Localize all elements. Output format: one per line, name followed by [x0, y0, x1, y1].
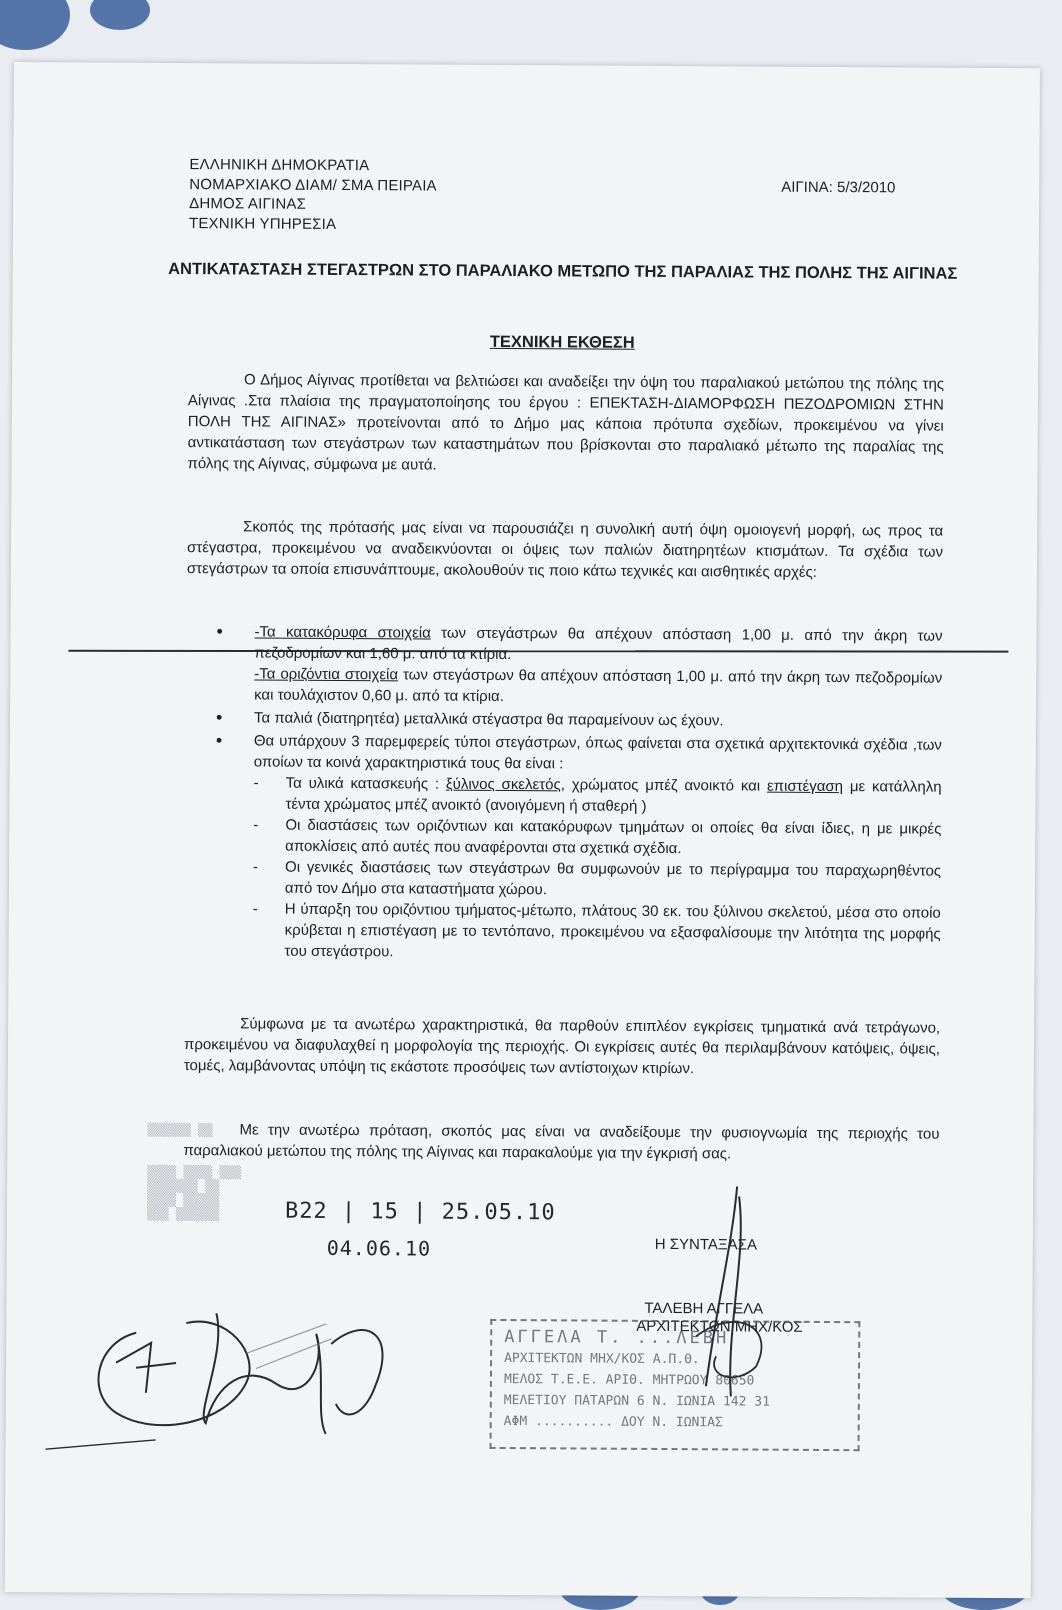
- scribble-line: [45, 1434, 165, 1455]
- list-item: [253, 772, 941, 818]
- stamp-line: ΜΕΛΟΣ Τ.Ε.Ε. ΑΡΙΘ. ΜΗΤΡΩΟΥ 80650: [503, 1372, 755, 1389]
- paragraph-intro: Ο Δήμος Αίγινας προτίθεται να βελτιώσει και αναδείξει την όψη του παραλιακού μετώπου της πόλης της Αίγινας .Στα πλαίσια της πραγματοποίησης του έργου : ΕΠΕΚΤΑΣΗ-ΔΙΑΜΟΡΦΩΣΗ ΠΕΖΟΔΡΟΜΙΩΝ ΣΤΗΝ ΠΟΛΗ ΤΗΣ ΑΙΓΙΝΑΣ» προτείνονται από το Δήμο μας κάποια πρότυπα σχεδίων, προκειμένου να γίνει αντικατάσταση των στεγάστρων των καταστημάτων που βρίσκονται στο παραλιακό μέτωπο της παραλίας της πόλης της Αίγινας, σύμφωνα με αυτά.: [187, 371, 945, 474]
- item-text: Οι γενικές διαστάσεις των στεγάστρων θα συμφωνούν με το περίγραμμα του παραχωρηθέντος από τον Δήμο στα καταστήματα χώρου.: [284, 858, 942, 899]
- signature-left: [76, 1272, 437, 1444]
- header-line: ΕΛΛΗΝΙΚΗ ΔΗΜΟΚΡΑΤΙΑ: [189, 156, 370, 175]
- list-item: [253, 898, 941, 965]
- paragraph-purpose: Σκοπός της πρότασής μας είναι να παρουσιάζει η συνολική αυτή όψη ομοιογενή μορφή, ως προς τα στέγαστρα, προκειμένου να αναδεικνύονται οι όψεις των παλιών διατηρητέων κτισμάτων. Τα σχέδια των στεγάστρων τα οποία επισυνάπτουμε, ακολουθούν τις ποιο κάτω τεχνικές και αισθητικές αρχές:: [186, 518, 944, 581]
- composed-by-label: Η ΣΥΝΤΑΞΑΣΑ: [654, 1235, 758, 1254]
- paragraph-closing: Με την ανωτέρω πρόταση, σκοπός μας είναι να αναδείξουμε την φυσιογνωμία της περιοχής του παραλιακού μετώπου της πόλης της Αίγινας και παρακαλούμε για την έγκρισή σας.: [183, 1121, 940, 1163]
- item-text: Θα υπάρχουν 3 παρεμφερείς τύποι στεγάστρων, όπως φαίνεται στα σχετικά αρχιτεκτονικά σχέδια ,των οποίων τα κοινά χαρακτηριστικά τους θα είναι :: [253, 732, 942, 773]
- item-text: Τα παλιά (διατηρητέα) μεταλλικά στέγαστρα θα παραμείνουν ως έχουν.: [253, 709, 724, 730]
- item-text: Η ύπαρξη του οριζόντιου τμήματος-μέτωπο, πλάτους 30 εκ. του ξύλινου σκελετού, μέσα στο οποίο κρύβεται η επιστέγαση με το τεντόπανο, προκειμένου να εξασφαλίσουμε την λιτότητα της μορφής του στεγάστρου.: [284, 900, 941, 961]
- document-subtitle: ΤΕΧΝΙΚΗ ΕΚΘΕΣΗ: [489, 332, 635, 352]
- signer-name: ΤΑΛΕΒΗ ΑΓΓΕΛΑ: [644, 1299, 764, 1318]
- underlined-term: -Τα οριζόντια στοιχεία: [254, 665, 399, 684]
- document-title: ΑΝΤΙΚΑΤΑΣΤΑΣΗ ΣΤΕΓΑΣΤΡΩΝ ΣΤΟ ΠΑΡΑΛΙΑΚΟ ΜΕΤΩΠΟ ΤΗΣ ΠΑΡΑΛΙΑΣ ΤΗΣ ΠΟΛΗΣ ΤΗΣ ΑΙΓΙΝΑΣ: [168, 259, 958, 283]
- faded-stamp-impression: ▒▒▒▒▒▒ ▒▒ ▒▒▒▒ ▒▒▒▒ ▒▒▒ ▒▒▒▒▒▒▒ ▒▒ ▒▒▒▒ ▒▒▒▒▒ ▒▒▒ ▒▒▒▒▒▒: [146, 1122, 242, 1222]
- underlined-term: επιστέγαση: [766, 777, 844, 796]
- engineer-stamp: [490, 1319, 861, 1451]
- item-text: με κατάλληλη τέντα χρώματος μπέζ ανοικτό (ανοιγόμενη ή σταθερή ): [285, 778, 942, 815]
- list-item: [253, 814, 941, 860]
- handwritten-date: 04.06.10: [326, 1235, 432, 1261]
- document-page: [5, 62, 1040, 1598]
- list-item: [216, 707, 942, 732]
- stamp-line: ΑΡΧΙΤΕΚΤΩΝ ΜΗΧ/ΚΟΣ Α.Π.Θ.: [504, 1351, 700, 1368]
- list-item: [216, 621, 942, 709]
- header-line: ΤΕΧΝΙΚΗ ΥΠΗΡΕΣΙΑ: [188, 214, 337, 233]
- item-text: των στεγάστρων θα απέχουν απόσταση 1,00 μ. από την άκρη των πεζοδρομίων και τουλάχιστον 0,60 μ. από τα κτίρια.: [254, 666, 943, 706]
- list-item: [253, 856, 941, 902]
- handwritten-reference-number: B22 | 15 | 25.05.10: [284, 1198, 556, 1226]
- header-line: ΝΟΜΑΡΧΙΑΚΟ ΔΙΑΜ/ ΣΜΑ ΠΕΙΡΑΙΑ: [189, 175, 437, 195]
- item-text: των στεγάστρων θα απέχουν απόσταση 1,00 μ. από την άκρη των πεζοδρομίων και 1,60 μ. από τα κτίρια.: [254, 624, 943, 664]
- stamp-line: ΑΦΜ .......... ΔΟΥ Ν. ΙΩΝΙΑΣ: [503, 1414, 723, 1431]
- signer-role: ΑΡΧΙΤΕΚΤΩΝ ΜΗΧ/ΚΟΣ: [636, 1317, 803, 1336]
- characteristics-list: [253, 772, 942, 965]
- item-text: Οι διαστάσεις των οριζόντιων και κατακόρυφων τμημάτων οι οποίες θα είναι ίδιες, η με μικρές αποκλίσεις από αυτές που αναφέρονται στα σχετικά σχέδια.: [285, 816, 942, 858]
- list-item: [215, 730, 942, 965]
- principles-list: [214, 621, 942, 967]
- signature-right: [676, 1186, 797, 1407]
- stamp-line: ΜΕΛΕΤΙΟΥ ΠΑΤΑΡΩΝ 6 Ν. ΙΩΝΙΑ 142 31: [503, 1393, 770, 1410]
- item-text: , χρώματος μπέζ ανοικτό και: [560, 776, 768, 795]
- underlined-term: ξύλινος σκελετός: [445, 775, 561, 794]
- underlined-term: -Τα κατακόρυφα στοιχεία: [254, 623, 431, 642]
- paragraph-approvals: Σύμφωνα με τα ανωτέρω χαρακτηριστικά, θα παρθούν επιπλέον εγκρίσεις τμηματικά ανά τετράγωνο, προκειμένου να διαφυλαχθεί η μορφολογία της περιοχής. Οι εγκρίσεις αυτές θα περιλαμβάνουν κατόψεις, όψεις, τομές, λαμβάνοντας υπόψη τις εκάστοτε προσόψεις των αντίστοιχων κτιρίων.: [183, 1015, 941, 1078]
- document-date: ΑΙΓΙΝΑ: 5/3/2010: [781, 178, 896, 197]
- stamp-line: ΑΓΓΕΛΑ Τ. ...ΛΕΒΗ: [504, 1327, 730, 1349]
- tablecloth-pattern: [0, 0, 70, 50]
- item-text: Τα υλικά κατασκευής :: [285, 774, 446, 793]
- tablecloth-pattern: [90, 0, 150, 30]
- header-line: ΔΗΜΟΣ ΑΙΓΙΝΑΣ: [189, 195, 307, 213]
- issuer-header: [189, 155, 437, 235]
